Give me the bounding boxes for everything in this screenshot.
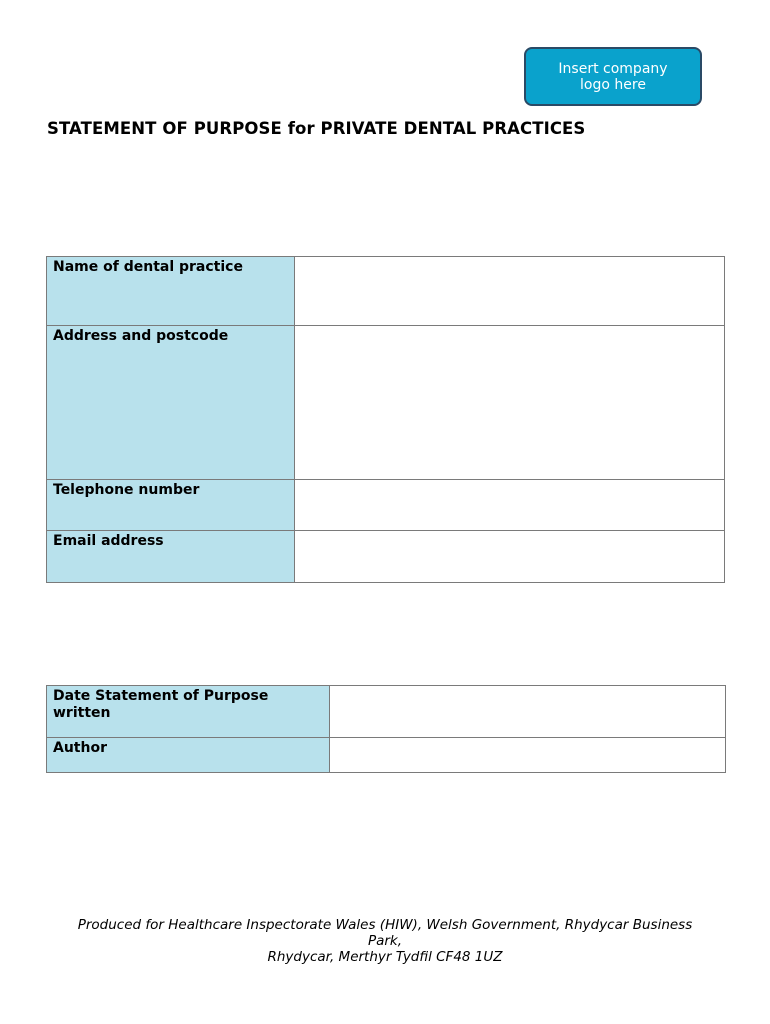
practice-name-label: Name of dental practice — [47, 257, 295, 326]
date-written-label-line1: Date Statement of Purpose — [53, 688, 269, 704]
logo-placeholder-line2: logo here — [580, 76, 646, 93]
author-field[interactable] — [330, 738, 726, 773]
practice-details-table — [46, 256, 725, 583]
practice-name-field[interactable] — [295, 257, 725, 326]
telephone-label: Telephone number — [47, 480, 295, 531]
footer-line2: Park, — [367, 933, 403, 949]
table-row — [47, 686, 726, 738]
date-written-label — [47, 686, 330, 738]
date-written-field[interactable] — [330, 686, 726, 738]
authorship-table — [46, 685, 726, 773]
logo-placeholder-line1: Insert company — [558, 60, 668, 77]
footer-line1: Produced for Healthcare Inspectorate Wales (HIW), Welsh Government, Rhydycar Business — [77, 917, 693, 933]
date-written-label-line2: written — [53, 705, 111, 721]
telephone-field[interactable] — [295, 480, 725, 531]
table-row — [47, 480, 725, 531]
email-field[interactable] — [295, 531, 725, 583]
address-field[interactable] — [295, 326, 725, 480]
table-row — [47, 531, 725, 583]
footer-line3: Rhydycar, Merthyr Tydfil CF48 1UZ — [267, 949, 503, 965]
table-row — [47, 738, 726, 773]
document-title: STATEMENT OF PURPOSE for PRIVATE DENTAL PRACTICES — [47, 119, 586, 138]
email-label: Email address — [47, 531, 295, 583]
address-label: Address and postcode — [47, 326, 295, 480]
table-row — [47, 257, 725, 326]
company-logo-placeholder — [524, 47, 702, 106]
author-label: Author — [47, 738, 330, 773]
footer-address — [46, 917, 724, 965]
table-row — [47, 326, 725, 480]
